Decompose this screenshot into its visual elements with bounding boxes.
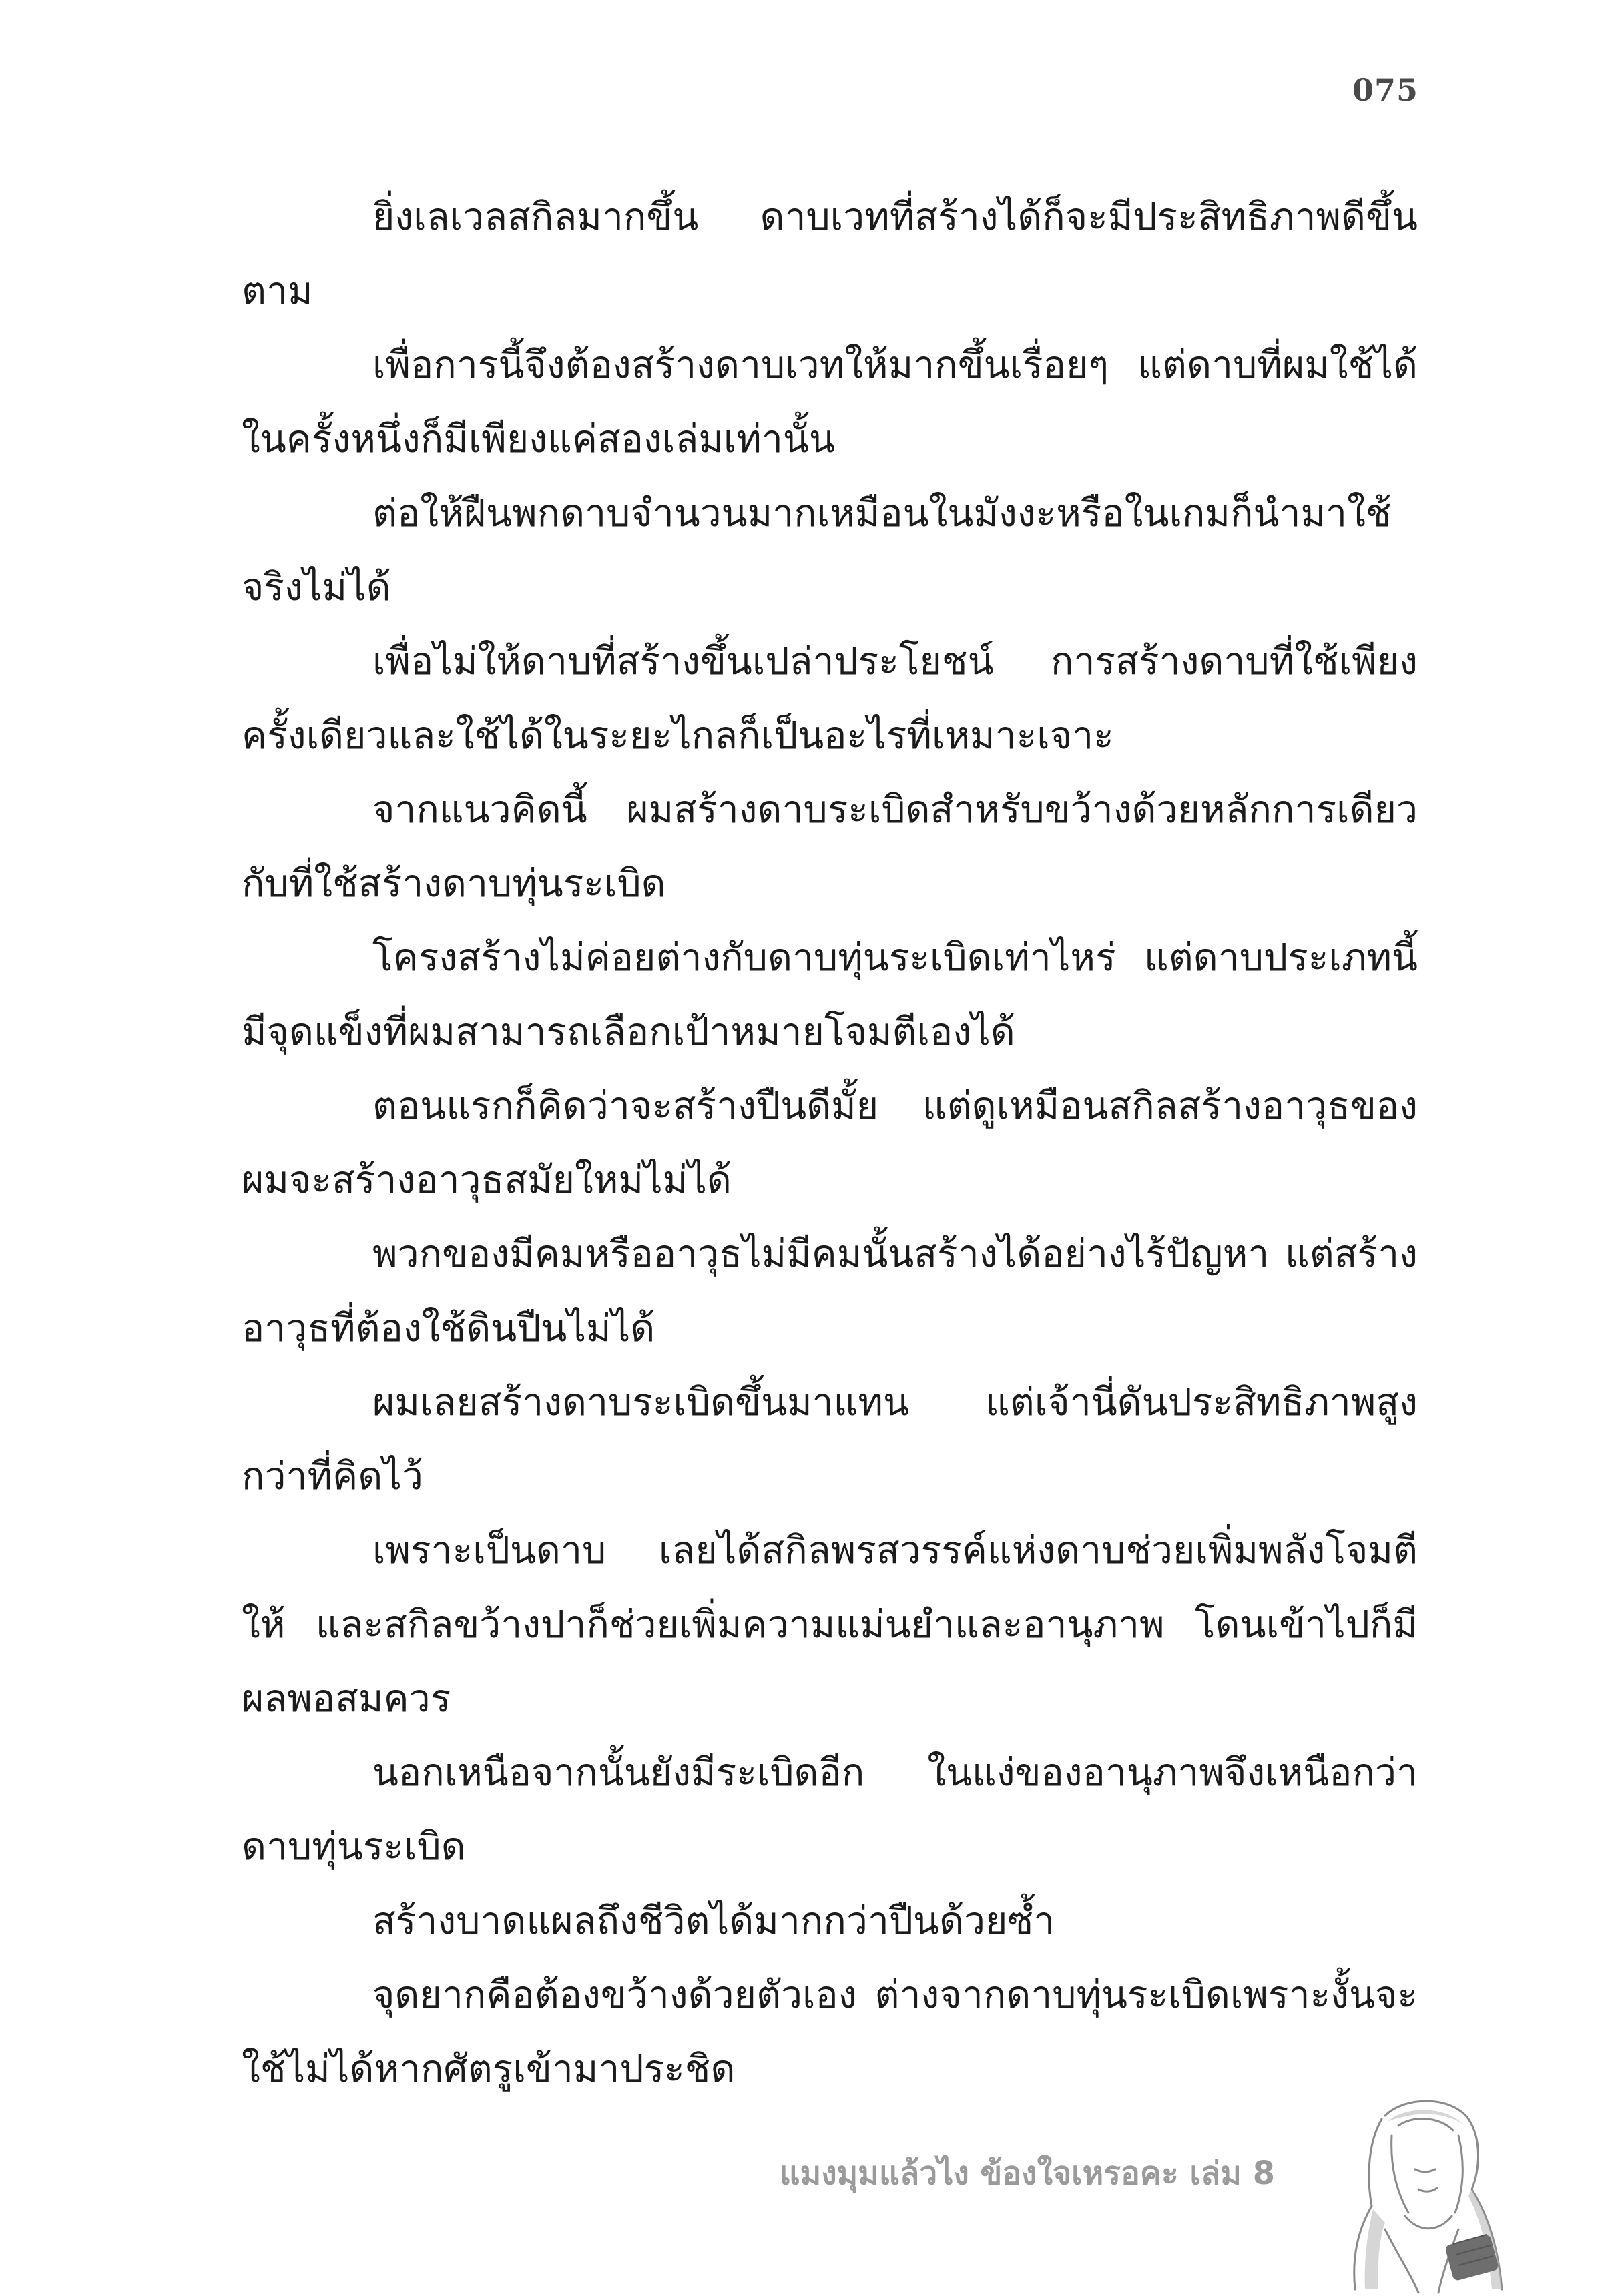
paragraph: จากแนวคิดนี้ ผมสร้างดาบระเบิดสำหรับขว้างด้วยหลักการเดียวกับที่ใช้สร้างดาบทุ่นระเบิด [242, 788, 1418, 906]
paragraph: ตอนแรกก็คิดว่าจะสร้างปืนดีมั้ย แต่ดูเหมือนสกิลสร้างอาวุธของผมจะสร้างอาวุธสมัยใหม่ไม่ได้ [242, 1084, 1418, 1202]
paragraph: เพราะเป็นดาบ เลยได้สกิลพรสวรรค์แห่งดาบช่วยเพิ่มพลังโจมตีให้ และสกิลขว้างปาก็ช่วยเพิ่มความแม่นยำและอานุภาพ โดนเข้าไปก็มีผลพอสมควร [242, 1528, 1418, 1721]
paragraph: เพื่อการนี้จึงต้องสร้างดาบเวทให้มากขึ้นเรื่อยๆ แต่ดาบที่ผมใช้ได้ในครั้งหนึ่งก็มีเพียงแค่สองเล่มเท่านั้น [242, 343, 1418, 461]
paragraph: ยิ่งเลเวลสกิลมากขึ้น ดาบเวทที่สร้างได้ก็จะมีประสิทธิภาพดีขึ้นตาม [242, 195, 1418, 313]
body-text [242, 180, 1418, 2106]
paragraph: สร้างบาดแผลถึงชีวิตได้มากกว่าปืนด้วยซ้ำ [372, 1899, 1055, 1943]
page-number: 075 [1352, 72, 1418, 108]
footer-book-title: แมงมุมแล้วไง ข้องใจเหรอคะ เล่ม 8 [779, 2155, 1275, 2192]
paragraph: นอกเหนือจากนั้นยังมีระเบิดอีก ในแง่ของอานุภาพจึงเหนือกว่าดาบทุ่นระเบิด [242, 1751, 1418, 1869]
paragraph: เพื่อไม่ให้ดาบที่สร้างขึ้นเปล่าประโยชน์ การสร้างดาบที่ใช้เพียงครั้งเดียวและใช้ได้ในระยะไกลก็เป็นอะไรที่เหมาะเจาะ [242, 639, 1418, 758]
character-illustration [1305, 2089, 1525, 2296]
paragraph: ผมเลยสร้างดาบระเบิดขึ้นมาแทน แต่เจ้านี่ดันประสิทธิภาพสูงกว่าที่คิดไว้ [242, 1380, 1418, 1498]
paragraph: โครงสร้างไม่ค่อยต่างกับดาบทุ่นระเบิดเท่าไหร่ แต่ดาบประเภทนี้มีจุดแข็งที่ผมสามารถเลือกเป้าหมายโจมตีเองได้ [242, 936, 1418, 1054]
paragraph: จุดยากคือต้องขว้างด้วยตัวเอง ต่างจากดาบทุ่นระเบิดเพราะงั้นจะใช้ไม่ได้หากศัตรูเข้ามาประชิด [242, 1973, 1418, 2091]
paragraph: ต่อให้ฝืนพกดาบจำนวนมากเหมือนในมังงะหรือในเกมก็นำมาใช้จริงไม่ได้ [242, 491, 1392, 609]
paragraph: พวกของมีคมหรืออาวุธไม่มีคมนั้นสร้างได้อย่างไร้ปัญหา แต่สร้างอาวุธที่ต้องใช้ดินปืนไม่ได้ [242, 1232, 1418, 1350]
